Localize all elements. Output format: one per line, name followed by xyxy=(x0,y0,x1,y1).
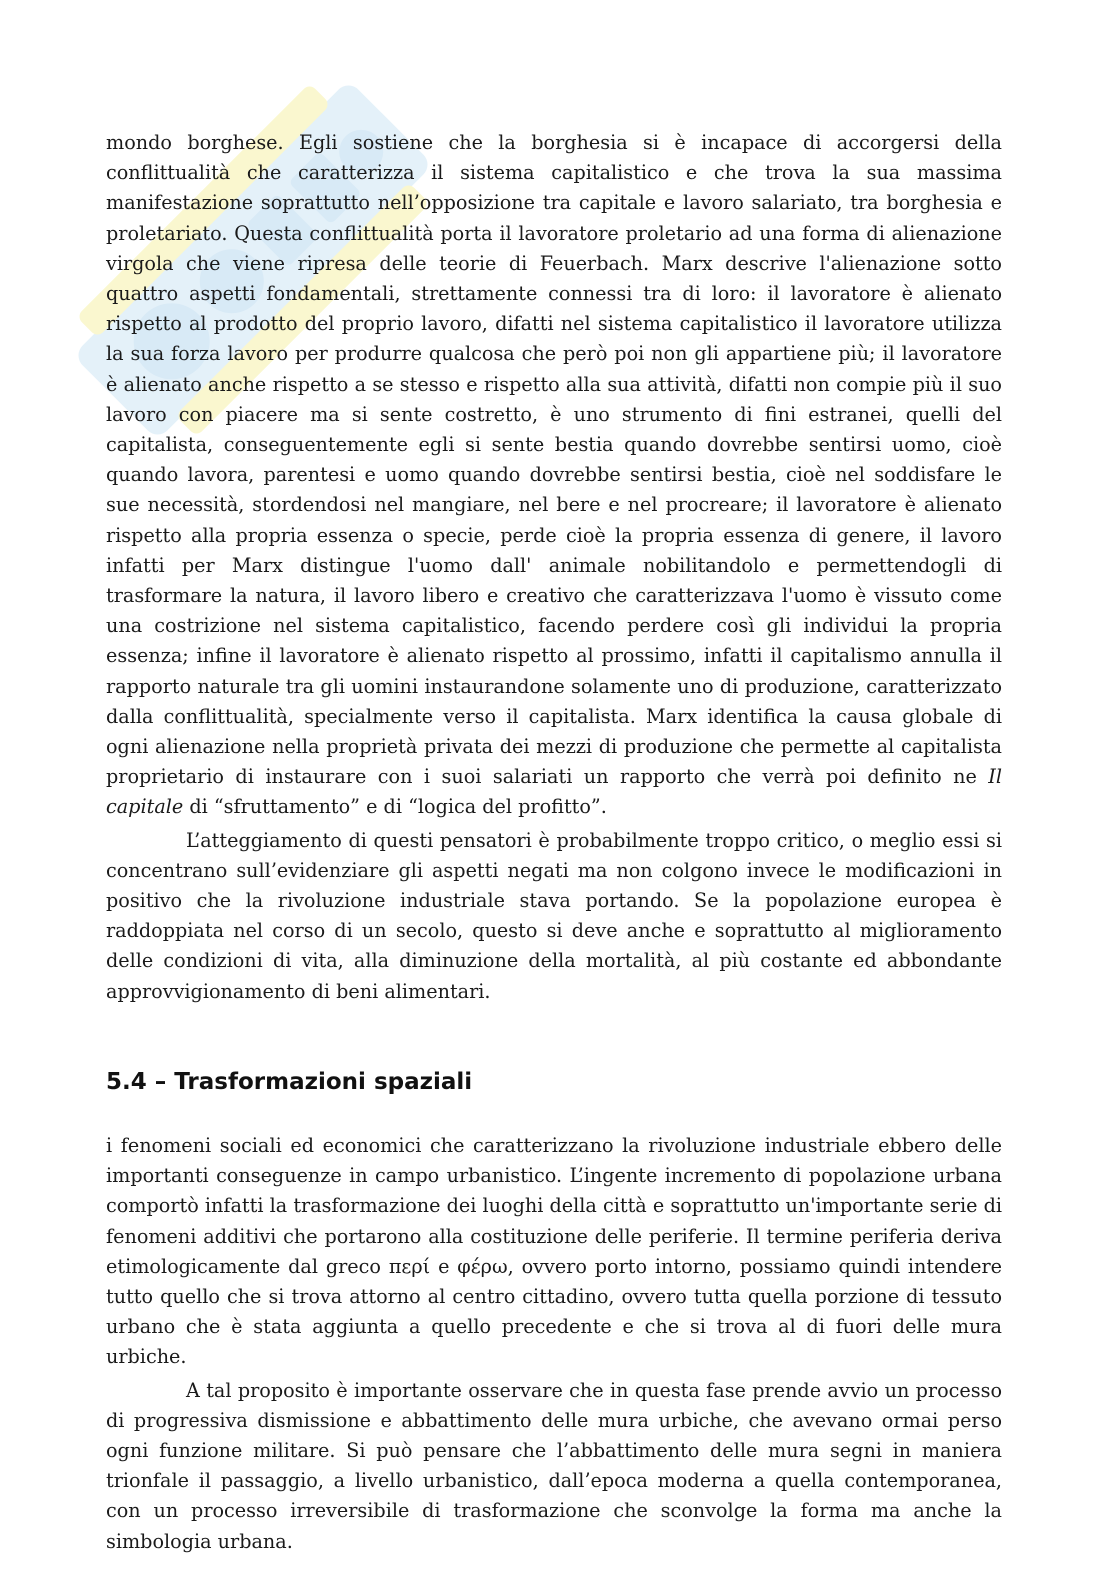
document-page xyxy=(106,128,1002,1557)
paragraph-critique: L’atteggiamento di questi pensatori è probabilmente troppo critico, o meglio essi si concentrano sull’evidenziare gli aspetti negati ma non colgono invece le modificazioni in positivo che la rivoluzione industriale stava portando. Se la popolazione europea è raddoppiata nel corso di un secolo, questo si deve anche e soprattutto al miglioramento delle condizioni di vita, alla diminuzione della mortalità, al più costante ed abbondante approvvigionamento di beni alimentari. xyxy=(106,828,1002,1003)
paragraph-city-walls: A tal proposito è importante osservare che in questa fase prende avvio un processo di progressiva dismissione e abbattimento delle mura urbiche, che avevano ormai perso ogni funzione militare. Si può pensare che l’abbattimento delle mura segni in maniera trionfale il passaggio, a livello urbanistico, dall’epoca moderna a quella contemporanea, con un processo irreversibile di trasformazione che sconvolge la forma ma anche la simbologia urbana. xyxy=(106,1378,1002,1553)
spacer xyxy=(106,1007,1002,1067)
spacer xyxy=(106,1097,1002,1131)
book-title-italic: Il capitale xyxy=(106,765,1002,819)
paragraph-urban-consequences: i fenomeni sociali ed economici che caratterizzano la rivoluzione industriale ebbero delle importanti conseguenze in campo urbanistico. L’ingente incremento di popolazione urbana comportò infatti la trasformazione dei luoghi della città e soprattutto un'importante serie di fenomeni additivi che portarono alla costituzione delle periferie. Il termine periferia deriva etimologicamente dal greco περί e φέρω, ovvero porto intorno, possiamo quindi intendere tutto quello che si trova attorno al centro cittadino, ovvero tutta quella porzione di tessuto urbano che è stata aggiunta a quello precedente e che si trova al di fuori delle mura urbiche. xyxy=(106,1133,1002,1369)
paragraph-alienation-end: di “sfruttamento” e di “logica del profitto”. xyxy=(183,795,607,819)
paragraph-alienation xyxy=(106,128,1002,823)
paragraph-alienation-text: mondo borghese. Egli sostiene che la borghesia si è incapace di accorgersi della conflittualità che caratterizza il sistema capitalistico e che trova la sua massima manifestazione soprattutto nell’opposizione tra capitale e lavoro salariato, tra borghesia e proletariato. Questa conflittualità porta il lavoratore proletario ad una forma di alienazione virgola che viene ripresa delle teorie di Feuerbach. Marx descrive l'alienazione sotto quattro aspetti fondamentali, strettamente connessi tra di loro: il lavoratore è alienato rispetto al prodotto del proprio lavoro, difatti nel sistema capitalistico il lavoratore utilizza la sua forza lavoro per produrre qualcosa che però poi non gli appartiene più; il lavoratore è alienato anche rispetto a se stesso e rispetto alla sua attività, difatti non compie più il suo lavoro con piacere ma si sente costretto, è uno strumento di fini estranei, quelli del capitalista, conseguentemente egli si sente bestia quando dovrebbe sentirsi uomo, cioè quando lavora, parentesi e uomo quando dovrebbe sentirsi bestia, cioè nel soddisfare le sue necessità, stordendosi nel mangiare, nel bere e nel procreare; il lavoratore è alienato rispetto alla propria essenza o specie, perde cioè la propria essenza di genere, il lavoro infatti per Marx distingue l'uomo dall' animale nobilitandolo e permettendogli di trasformare la natura, il lavoro libero e creativo che caratterizzava l'uomo è vissuto come una costrizione nel sistema capitalistico, facendo perdere così gli individui la propria essenza; infine il lavoratore è alienato rispetto al prossimo, infatti il capitalismo annulla il rapporto naturale tra gli uomini instaurandone solamente uno di produzione, caratterizzato dalla conflittualità, specialmente verso il capitalista. Marx identifica la causa globale di ogni alienazione nella proprietà privata dei mezzi di produzione che permette al capitalista proprietario di instaurare con i suoi salariati un rapporto che verrà poi definito ne xyxy=(106,131,1002,789)
section-title: 5.4 – Trasformazioni spaziali xyxy=(106,1068,473,1095)
